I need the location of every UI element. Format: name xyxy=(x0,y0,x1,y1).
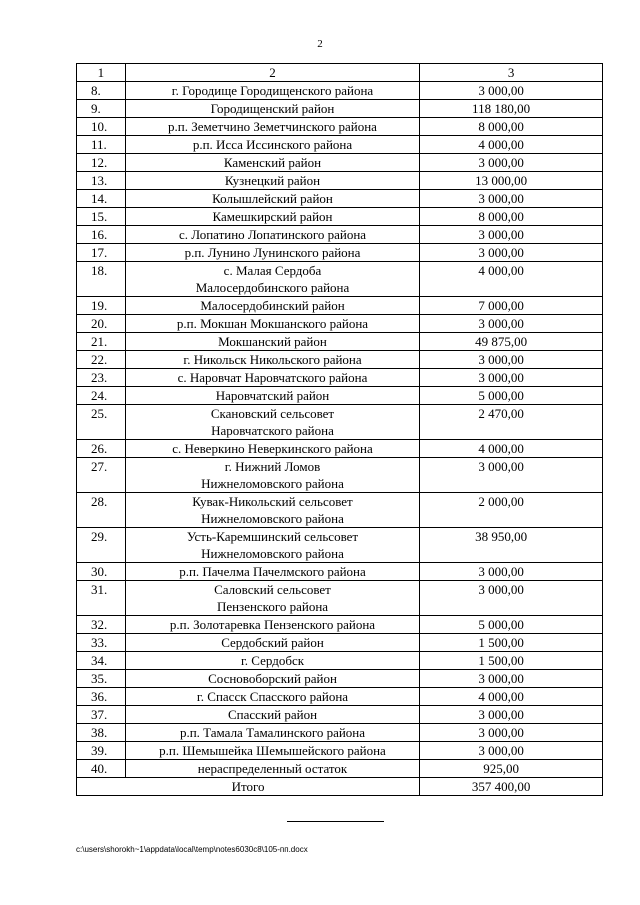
row-name: Скановский сельсовет xyxy=(210,406,335,421)
table-row xyxy=(77,136,603,154)
row-name-cell xyxy=(125,154,419,172)
row-number: 22. xyxy=(77,351,126,369)
row-number: 25. xyxy=(77,405,126,440)
row-sum: 7 000,00 xyxy=(420,297,603,315)
row-name: Малосердобинский район xyxy=(200,298,345,313)
row-name: нераспределенный остаток xyxy=(197,761,348,776)
row-number: 29. xyxy=(77,528,126,563)
row-sum: 3 000,00 xyxy=(420,581,603,616)
row-number: 31. xyxy=(77,581,126,616)
row-sum: 3 000,00 xyxy=(420,244,603,262)
row-name-line2: Малосердобинского района xyxy=(195,280,350,295)
row-number: 21. xyxy=(77,333,126,351)
total-label: Итого xyxy=(77,778,420,796)
row-name-cell xyxy=(125,670,419,688)
table-row xyxy=(77,706,603,724)
row-name: г. Сердобск xyxy=(240,653,305,668)
table-row xyxy=(77,118,603,136)
table-body xyxy=(77,64,603,796)
table-row xyxy=(77,742,603,760)
table-row xyxy=(77,528,603,563)
allocation-table xyxy=(76,63,603,796)
table-header-row xyxy=(77,64,603,82)
table-row xyxy=(77,100,603,118)
row-name-cell xyxy=(125,315,419,333)
row-sum: 3 000,00 xyxy=(420,190,603,208)
table-row xyxy=(77,581,603,616)
row-name: Саловский сельсовет xyxy=(214,582,331,597)
row-name: с. Малая Сердоба xyxy=(223,263,322,278)
row-number: 12. xyxy=(77,154,126,172)
row-number: 15. xyxy=(77,208,126,226)
row-name: Колышлейский район xyxy=(212,191,333,206)
row-number: 27. xyxy=(77,458,126,493)
row-name: Наровчатский район xyxy=(215,388,330,403)
row-name: р.п. Исса Иссинского района xyxy=(192,137,353,152)
table-row xyxy=(77,652,603,670)
row-name-line2: Наровчатского района xyxy=(211,423,334,438)
row-number: 11. xyxy=(77,136,126,154)
table-row xyxy=(77,440,603,458)
row-name-cell xyxy=(125,405,419,440)
row-name-cell xyxy=(125,82,419,100)
row-number: 8. xyxy=(77,82,126,100)
row-sum: 1 500,00 xyxy=(420,652,603,670)
row-sum: 3 000,00 xyxy=(420,154,603,172)
row-number: 17. xyxy=(77,244,126,262)
row-name-cell xyxy=(125,387,419,405)
row-sum: 3 000,00 xyxy=(420,369,603,387)
row-sum: 3 000,00 xyxy=(420,315,603,333)
table-row xyxy=(77,190,603,208)
row-name: г. Никольск Никольского района xyxy=(183,352,362,367)
row-number: 13. xyxy=(77,172,126,190)
row-number: 19. xyxy=(77,297,126,315)
table-row xyxy=(77,172,603,190)
row-sum: 3 000,00 xyxy=(420,351,603,369)
row-name-cell xyxy=(125,563,419,581)
row-number: 23. xyxy=(77,369,126,387)
row-name-cell xyxy=(125,369,419,387)
row-name: г. Спасск Спасского района xyxy=(196,689,349,704)
table-row xyxy=(77,760,603,778)
table-row xyxy=(77,493,603,528)
signature-rule xyxy=(287,821,384,822)
row-name-cell xyxy=(125,458,419,493)
row-sum: 3 000,00 xyxy=(420,724,603,742)
row-name-cell xyxy=(125,226,419,244)
row-name: р.п. Шемышейка Шемышейского района xyxy=(159,743,386,758)
row-name-cell xyxy=(125,244,419,262)
row-name: г. Городище Городищенского района xyxy=(171,83,374,98)
table-row xyxy=(77,154,603,172)
row-name: с. Неверкино Неверкинского района xyxy=(172,441,373,456)
table-row xyxy=(77,208,603,226)
row-number: 14. xyxy=(77,190,126,208)
row-name: р.п. Пачелма Пачелмского района xyxy=(179,564,366,579)
row-sum: 3 000,00 xyxy=(420,563,603,581)
row-sum: 4 000,00 xyxy=(420,688,603,706)
row-sum: 8 000,00 xyxy=(420,208,603,226)
row-name-line2: Нижнеломовского района xyxy=(201,476,344,491)
row-name: Сосновоборский район xyxy=(208,671,337,686)
row-number: 39. xyxy=(77,742,126,760)
row-sum: 13 000,00 xyxy=(420,172,603,190)
table-row xyxy=(77,616,603,634)
row-name-line2: Пензенского района xyxy=(216,599,329,614)
row-name: Усть-Каремшинский сельсовет xyxy=(186,529,359,544)
row-name-cell xyxy=(125,528,419,563)
table-row xyxy=(77,82,603,100)
row-sum: 925,00 xyxy=(420,760,603,778)
row-sum: 4 000,00 xyxy=(420,262,603,297)
row-sum: 3 000,00 xyxy=(420,742,603,760)
row-name-cell xyxy=(125,440,419,458)
row-name-cell xyxy=(125,351,419,369)
row-name-line2: Нижнеломовского района xyxy=(201,546,344,561)
row-number: 30. xyxy=(77,563,126,581)
row-sum: 1 500,00 xyxy=(420,634,603,652)
table-row xyxy=(77,226,603,244)
row-sum: 4 000,00 xyxy=(420,440,603,458)
row-name-line2: Нижнеломовского района xyxy=(201,511,344,526)
row-number: 35. xyxy=(77,670,126,688)
table-row xyxy=(77,244,603,262)
row-name-cell xyxy=(125,760,419,778)
table-row xyxy=(77,405,603,440)
row-name: Кувак-Никольский сельсовет xyxy=(192,494,353,509)
row-number: 33. xyxy=(77,634,126,652)
table-row xyxy=(77,351,603,369)
table-row xyxy=(77,634,603,652)
row-number: 18. xyxy=(77,262,126,297)
row-name-cell xyxy=(125,100,419,118)
row-sum: 2 470,00 xyxy=(420,405,603,440)
row-number: 26. xyxy=(77,440,126,458)
table-row xyxy=(77,333,603,351)
row-sum: 3 000,00 xyxy=(420,226,603,244)
row-sum: 5 000,00 xyxy=(420,616,603,634)
row-name: Каменский район xyxy=(223,155,322,170)
row-sum: 49 875,00 xyxy=(420,333,603,351)
row-name-cell xyxy=(125,118,419,136)
row-name: р.п. Земетчино Земетчинского района xyxy=(168,119,377,134)
header-col-3: 3 xyxy=(420,64,603,82)
row-name: р.п. Золотаревка Пензенского района xyxy=(169,617,376,632)
row-name: г. Нижний Ломов xyxy=(224,459,321,474)
row-name-cell xyxy=(125,724,419,742)
row-number: 40. xyxy=(77,760,126,778)
header-col-1: 1 xyxy=(77,64,126,82)
row-name: Мокшанский район xyxy=(218,334,327,349)
row-name-cell xyxy=(125,136,419,154)
row-sum: 118 180,00 xyxy=(420,100,603,118)
row-name: Сердобский район xyxy=(221,635,324,650)
file-path-footer: c:\users\shorokh~1\appdata\local\temp\notes6030c8\105-пп.docx xyxy=(76,845,308,854)
row-name: Кузнецкий район xyxy=(224,173,321,188)
row-number: 16. xyxy=(77,226,126,244)
row-number: 32. xyxy=(77,616,126,634)
row-number: 28. xyxy=(77,493,126,528)
total-sum: 357 400,00 xyxy=(420,778,603,796)
row-sum: 38 950,00 xyxy=(420,528,603,563)
row-sum: 3 000,00 xyxy=(420,82,603,100)
table-row xyxy=(77,297,603,315)
row-sum: 8 000,00 xyxy=(420,118,603,136)
row-number: 37. xyxy=(77,706,126,724)
table-row xyxy=(77,563,603,581)
row-sum: 5 000,00 xyxy=(420,387,603,405)
row-name: с. Наровчат Наровчатского района xyxy=(177,370,368,385)
row-name: Камешкирский район xyxy=(212,209,333,224)
row-sum: 3 000,00 xyxy=(420,670,603,688)
row-name-cell xyxy=(125,634,419,652)
row-name-cell xyxy=(125,706,419,724)
row-name-cell xyxy=(125,190,419,208)
row-number: 38. xyxy=(77,724,126,742)
table-row xyxy=(77,688,603,706)
row-name-cell xyxy=(125,262,419,297)
row-name-cell xyxy=(125,208,419,226)
row-name-cell xyxy=(125,688,419,706)
total-row xyxy=(77,778,603,796)
row-number: 9. xyxy=(77,100,126,118)
row-name-cell xyxy=(125,581,419,616)
row-name: Городищенский район xyxy=(210,101,335,116)
row-name-cell xyxy=(125,493,419,528)
table-row xyxy=(77,458,603,493)
table-row xyxy=(77,315,603,333)
row-name-cell xyxy=(125,172,419,190)
table-row xyxy=(77,724,603,742)
row-name: Спасский район xyxy=(227,707,318,722)
row-name-cell xyxy=(125,333,419,351)
row-sum: 4 000,00 xyxy=(420,136,603,154)
row-sum: 3 000,00 xyxy=(420,458,603,493)
table-row xyxy=(77,262,603,297)
row-name-cell xyxy=(125,742,419,760)
table-row xyxy=(77,670,603,688)
row-number: 36. xyxy=(77,688,126,706)
row-sum: 3 000,00 xyxy=(420,706,603,724)
page-number: 2 xyxy=(317,38,323,50)
row-sum: 2 000,00 xyxy=(420,493,603,528)
row-number: 24. xyxy=(77,387,126,405)
row-name-cell xyxy=(125,652,419,670)
row-number: 34. xyxy=(77,652,126,670)
row-name-cell xyxy=(125,616,419,634)
row-name: с. Лопатино Лопатинского района xyxy=(178,227,367,242)
header-col-2: 2 xyxy=(125,64,419,82)
row-name-cell xyxy=(125,297,419,315)
row-name: р.п. Лунино Лунинского района xyxy=(184,245,361,260)
row-name: р.п. Тамала Тамалинского района xyxy=(179,725,366,740)
table-row xyxy=(77,387,603,405)
row-number: 10. xyxy=(77,118,126,136)
row-name: р.п. Мокшан Мокшанского района xyxy=(176,316,369,331)
row-number: 20. xyxy=(77,315,126,333)
table-row xyxy=(77,369,603,387)
